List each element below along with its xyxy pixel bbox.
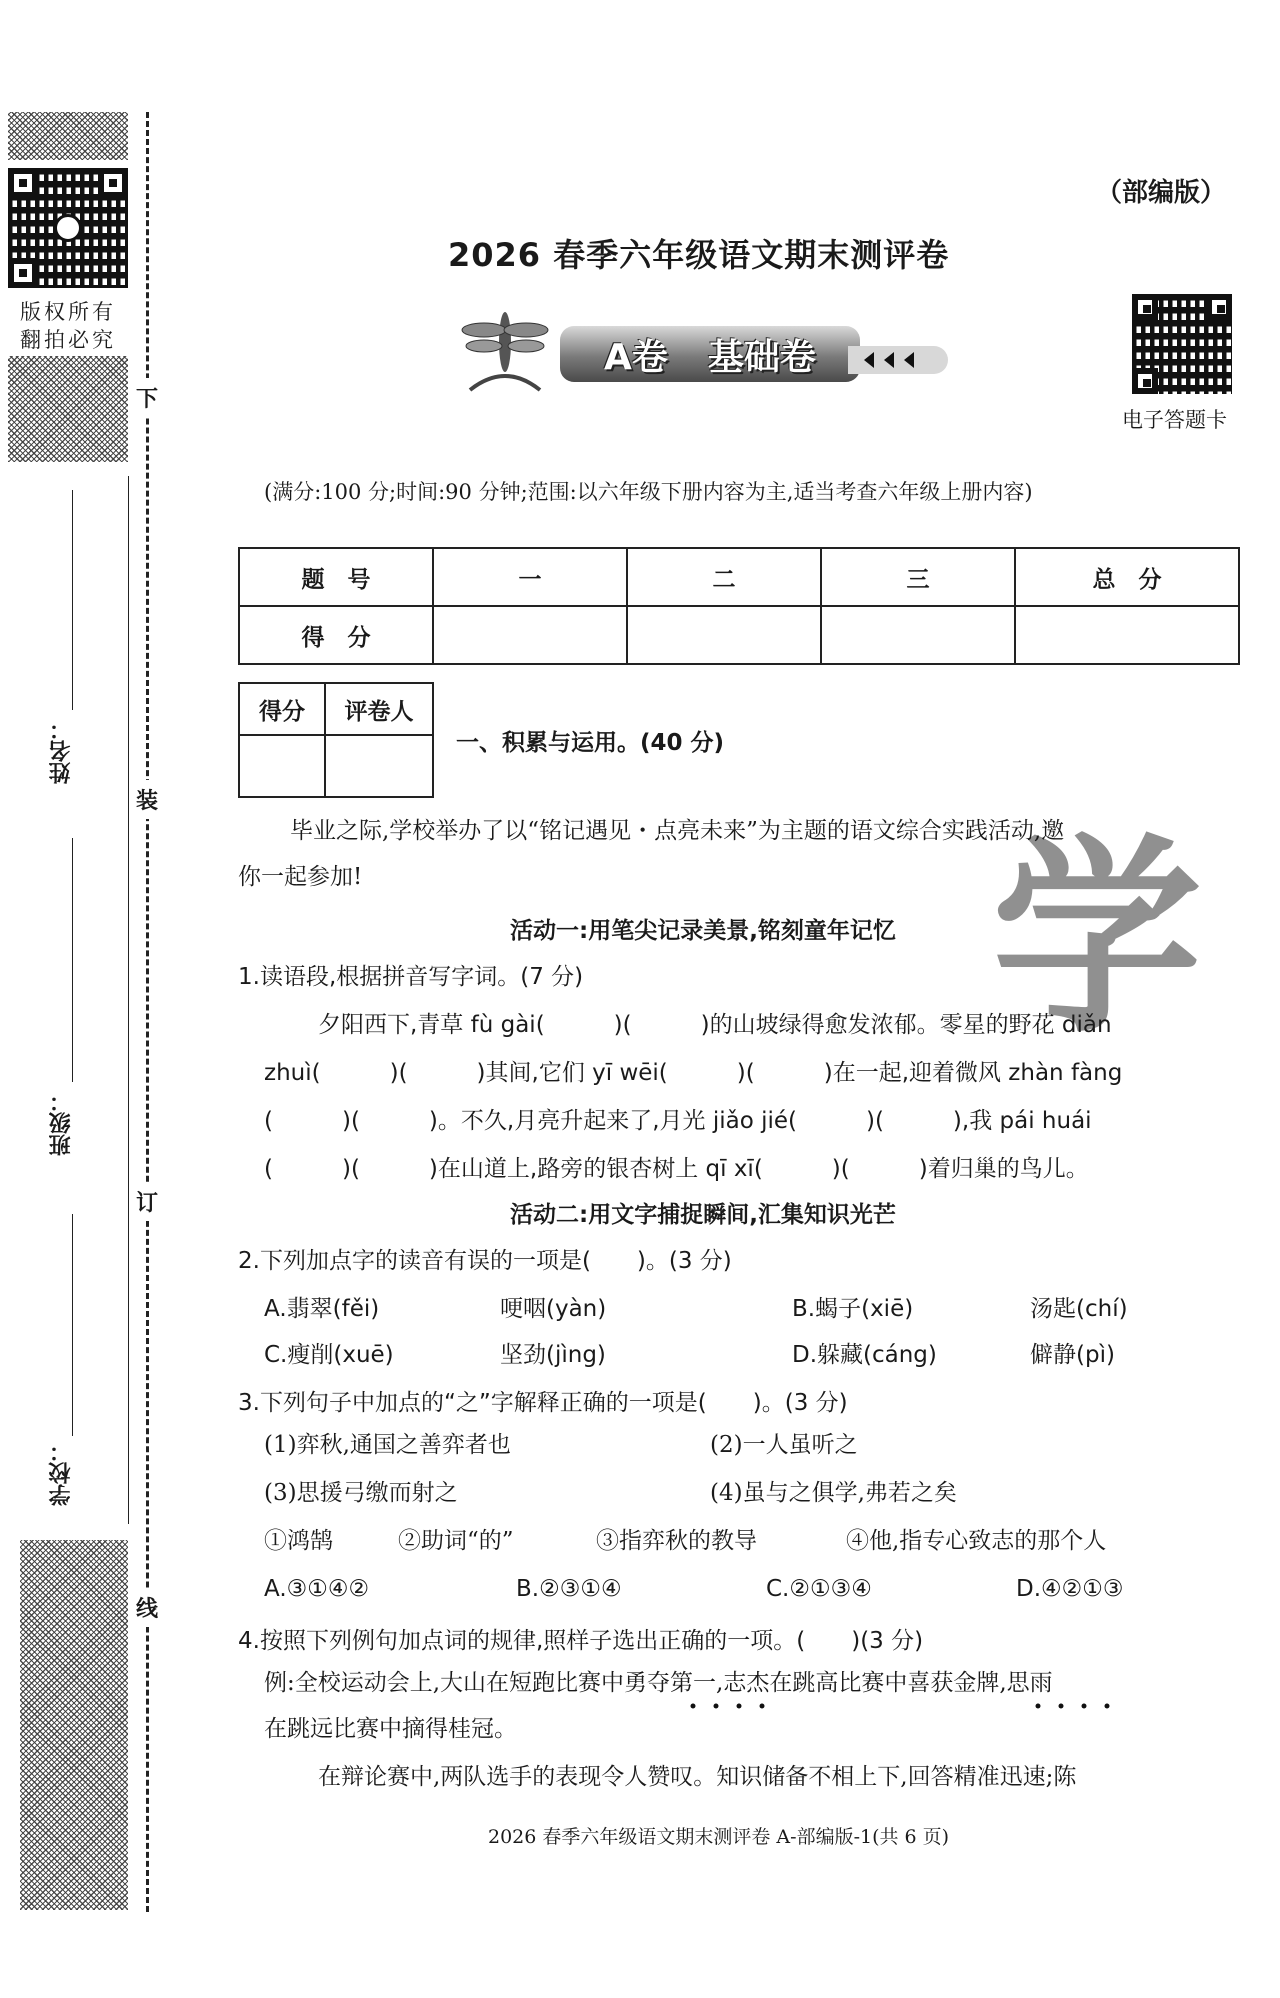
q2-stem: 2.下列加点字的读音有误的一项是( )。(3 分) <box>238 1248 732 1274</box>
activity-1-heading: 活动一:用笔尖记录美景,铭刻童年记忆 <box>510 918 896 944</box>
q1-line-3: ( )( )。不久,月亮升起来了,月光 jiǎo jié( )( ),我 pái huái <box>264 1108 1092 1134</box>
q2-option-d2: 僻静(pì) <box>1030 1342 1115 1368</box>
q4-passage-line: 在辩论赛中,两队选手的表现令人赞叹。知识储备不相上下,回答精准迅速;陈 <box>318 1764 1077 1790</box>
score-header-total: 总 分 <box>1015 548 1239 606</box>
q1-line-2: zhuì( )( )其间,它们 yī wēi( )( )在一起,迎着微风 zhàn fàng <box>264 1060 1123 1086</box>
page-footer: 2026 春季六年级语文期末测评卷 A-部编版-1(共 6 页) <box>488 1826 950 1848</box>
score-cell-1[interactable] <box>433 606 627 664</box>
q4-stem: 4.按照下列例句加点词的规律,照样子选出正确的一项。( )(3 分) <box>238 1628 924 1654</box>
sidebar-border <box>128 476 129 1524</box>
banner-pill <box>560 326 860 382</box>
score-cell-2[interactable] <box>627 606 821 664</box>
grade-grader-header: 评卷人 <box>325 683 433 735</box>
answer-card-qr[interactable] <box>1132 294 1232 394</box>
q3-sentence-3: (3)思援弓缴而射之 <box>264 1480 458 1506</box>
grade-box <box>238 682 434 798</box>
sidebar-hatch-upper <box>8 356 128 462</box>
grade-score-header: 得分 <box>239 683 325 735</box>
q2-option-b2: 汤匙(chí) <box>1030 1296 1128 1322</box>
watermark-char: 学 <box>992 814 1203 1061</box>
activity-2-heading: 活动二:用文字捕捉瞬间,汇集知识光芒 <box>510 1202 896 1228</box>
class-field[interactable] <box>72 838 73 1082</box>
sidebar-qr-code <box>8 168 128 288</box>
copyright-line1: 版权所有 <box>20 300 116 324</box>
exam-info: (满分:100 分;时间:90 分钟;范围:以六年级下册内容为主,适当考查六年级上册内容) <box>264 480 1033 504</box>
q2-option-a2: 哽咽(yàn) <box>500 1296 607 1322</box>
qr-caption: 电子答题卡 <box>1122 408 1227 432</box>
q3-sentence-4: (4)虽与之俱学,弗若之矣 <box>710 1480 957 1506</box>
score-cell-total[interactable] <box>1015 606 1239 664</box>
banner-b-label: 基础卷 <box>707 336 816 378</box>
score-header-label: 题 号 <box>239 548 433 606</box>
q2-option-d1: D.躲藏(cáng) <box>792 1342 937 1368</box>
cut-mark-2: 装 <box>136 780 158 819</box>
q2-option-c2: 坚劲(jìng) <box>500 1342 606 1368</box>
q1-line-4: ( )( )在山道上,路旁的银杏树上 qī xī( )( )着归巢的鸟儿。 <box>264 1156 1089 1182</box>
q3-option-b: B.②③①④ <box>516 1576 622 1602</box>
cut-mark-3: 订 <box>136 1182 158 1221</box>
intro-line-1: 毕业之际,学校举办了以“铭记遇见・点亮未来”为主题的语文综合实践活动,邀 <box>290 818 1065 844</box>
q3-option-c: C.②①③④ <box>766 1576 872 1602</box>
q3-option-a: A.③①④② <box>264 1576 370 1602</box>
edition-label: （部编版） <box>1096 178 1227 208</box>
score-cell-3[interactable] <box>821 606 1015 664</box>
cut-mark-4: 线 <box>136 1588 158 1627</box>
score-row-label: 得 分 <box>239 606 433 664</box>
sidebar-hatch-top <box>8 112 128 160</box>
q4-example-line-2: 在跳远比赛中摘得桂冠。 <box>264 1716 517 1742</box>
emphasis-dots <box>238 1702 1238 1714</box>
q3-sentence-2: (2)一人虽听之 <box>710 1432 858 1458</box>
banner <box>460 302 960 402</box>
copyright-line2: 翻拍必究 <box>20 328 116 352</box>
q1-line-1: 夕阳西下,青草 fù gài( )( )的山坡绿得愈发浓郁。零星的野花 diǎn <box>318 1012 1112 1038</box>
q4-example-line-1: 例:全校运动会上,大山在短跑比赛中勇夺第一,志杰在跳高比赛中喜获金牌,思雨 <box>264 1670 1053 1696</box>
grade-score-cell[interactable] <box>239 735 325 797</box>
cut-mark-1: 下 <box>136 378 158 417</box>
q3-meaning-3: ③指弈秋的教导 <box>596 1528 757 1554</box>
q1-stem: 1.读语段,根据拼音写字词。(7 分) <box>238 964 584 990</box>
q3-meaning-1: ①鸿鹄 <box>264 1528 333 1554</box>
name-field[interactable] <box>72 490 73 710</box>
grade-grader-cell[interactable] <box>325 735 433 797</box>
school-field[interactable] <box>72 1214 73 1436</box>
exam-title: 2026 春季六年级语文期末测评卷 <box>448 236 950 274</box>
score-header-3: 三 <box>821 548 1015 606</box>
intro-line-2: 你一起参加! <box>238 864 363 890</box>
class-label: 班级： <box>49 1090 74 1156</box>
name-label: 姓名： <box>49 718 74 784</box>
q2-option-b1: B.蝎子(xiē) <box>792 1296 914 1322</box>
banner-a-label: A卷 <box>604 336 668 378</box>
sidebar-hatch-lower <box>20 1540 128 1910</box>
q3-meaning-2: ②助词“的” <box>398 1528 514 1554</box>
q2-option-a1: A.翡翠(fěi) <box>264 1296 380 1322</box>
q3-option-d: D.④②①③ <box>1016 1576 1124 1602</box>
q3-stem: 3.下列句子中加点的“之”字解释正确的一项是( )。(3 分) <box>238 1390 848 1416</box>
score-header-2: 二 <box>627 548 821 606</box>
score-table <box>238 547 1240 665</box>
q3-meaning-4: ④他,指专心致志的那个人 <box>846 1528 1107 1554</box>
score-header-1: 一 <box>433 548 627 606</box>
section-1-heading: 一、积累与运用。(40 分) <box>456 730 725 756</box>
dragonfly-icon <box>460 302 550 402</box>
arrows-icon <box>860 348 940 372</box>
q2-option-c1: C.瘦削(xuē) <box>264 1342 394 1368</box>
school-label: 学校： <box>49 1440 74 1506</box>
q3-sentence-1: (1)弈秋,通国之善弈者也 <box>264 1432 511 1458</box>
